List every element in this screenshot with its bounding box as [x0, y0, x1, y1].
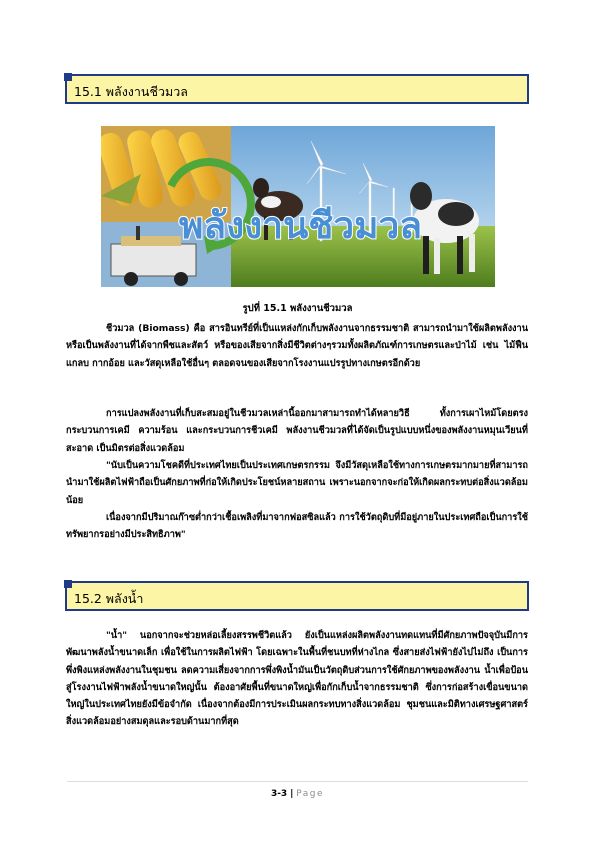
paragraph: ชีวมวล (Biomass) คือ สารอินทรีย์ที่เป็นแหล่งกักเก็บพลังงานจากธรรมชาติ สามารถนำมาใช้ผลิตพลังงาน หรือเป็นพลังงานที่ได้จากพืชและสัตว์ หรือของเสียจากสิ่งมีชีวิตต่างๆรวมทั้งผลิตภัณฑ์การเกษตรและป่าไม้ เช่น ไม้ฟืน แกลบ กากอ้อย และวัสดุเหลือใช้อื่นๆ ตลอดจนของเสียจากโรงงานแปรรูปทางเกษตรอีกด้วย: [66, 323, 528, 369]
footer-separator: |: [290, 789, 294, 799]
figure-caption: รูปที่ 15.1 พลังงานชีวมวล: [242, 303, 353, 314]
page-footer: [0, 789, 595, 799]
banner-title: พลังงานชีวมวล: [179, 204, 422, 247]
paragraph: เนื่องจากมีปริมาณก๊าซต่ำกว่าเชื้อเพลิงที่มาจากฟอสซิลแล้ว การใช้วัตถุดิบที่มีอยู่ภายในประเทศถือเป็นการใช้ทรัพยากรอย่างมีประสิทธิภาพ": [66, 512, 528, 541]
footer-divider: [67, 781, 528, 782]
section-heading-15-2: [65, 581, 529, 611]
biomass-banner-image: [101, 126, 495, 287]
section-heading-text: 15.2 พลังน้ำ: [74, 591, 144, 606]
paragraph: "น้ำ" นอกจากจะช่วยหล่อเลี้ยงสรรพชีวิตแล้ว ยังเป็นแหล่งผลิตพลังงานทดแทนที่มีศักยภาพปัจจุบันมีการพัฒนาพลังน้ำขนาดเล็ก เพื่อใช้ในการผลิตไฟฟ้า โดยเฉพาะในพื้นที่ชนบทที่ห่างไกล ซึ่งสายส่งไฟฟ้ายังไปไม่ถึง เป็นการพึ่งพิงแหล่งพลังงานในชุมชน ลดความเสี่ยงจากการพึ่งพิงน้ำมันเป็นวัตถุดิบส่วนการใช้ศักยภาพของพลังงาน น้ำเพื่อป้อนสู่โรงงานไฟฟ้าพลังน้ำขนาดใหญ่นั้น ต้องอาศัยพื้นที่ขนาดใหญ่เพื่อกักเก็บน้ำจากธรรมชาติ ซึ่งการก่อสร้างเขื่อนขนาดใหญ่ในประเทศไทยยังมีข้อจำกัด เนื่องจากต้องมีการประเมินผลกระทบทางสิ่งแวดล้อม ชุมชนและมิติทางเศรษฐศาสตร์สิ่งแวดล้อมอย่างสมดุลและรอบด้านมากที่สุด: [66, 630, 528, 728]
paragraph: "นับเป็นความโชคดีที่ประเทศไทยเป็นประเทศเกษตรกรรม จึงมีวัสดุเหลือใช้ทางการเกษตรมากมายที่สามารถนำมาใช้ผลิตไฟฟ้าถือเป็นศักยภาพที่ก่อให้เกิดประโยชน์หลายสถาน เพราะนอกจากจะก่อให้เกิดผลกระทบต่อสิ่งแวดล้อมน้อย: [66, 460, 528, 506]
section-heading-15-1: [65, 74, 529, 104]
page-number: 3-3: [270, 789, 288, 799]
page-label: Page: [296, 789, 325, 799]
section-heading-text: 15.1 พลังงานชีวมวล: [74, 84, 188, 99]
paragraph: การแปลงพลังงานที่เก็บสะสมอยู่ในชีวมวลเหล่านี้ออกมาสามารถทำได้หลายวิธี ทั้งการเผาไหม้โดยตรง กระบวนการเคมี ความร้อน และกระบวนการชีวเคมี พลังงานชีวมวลที่ได้จัดเป็นรูปแบบหนึ่งของพลังงานหมุนเวียนที่สะอาด เป็นมิตรต่อสิ่งแวดล้อม: [66, 408, 528, 454]
